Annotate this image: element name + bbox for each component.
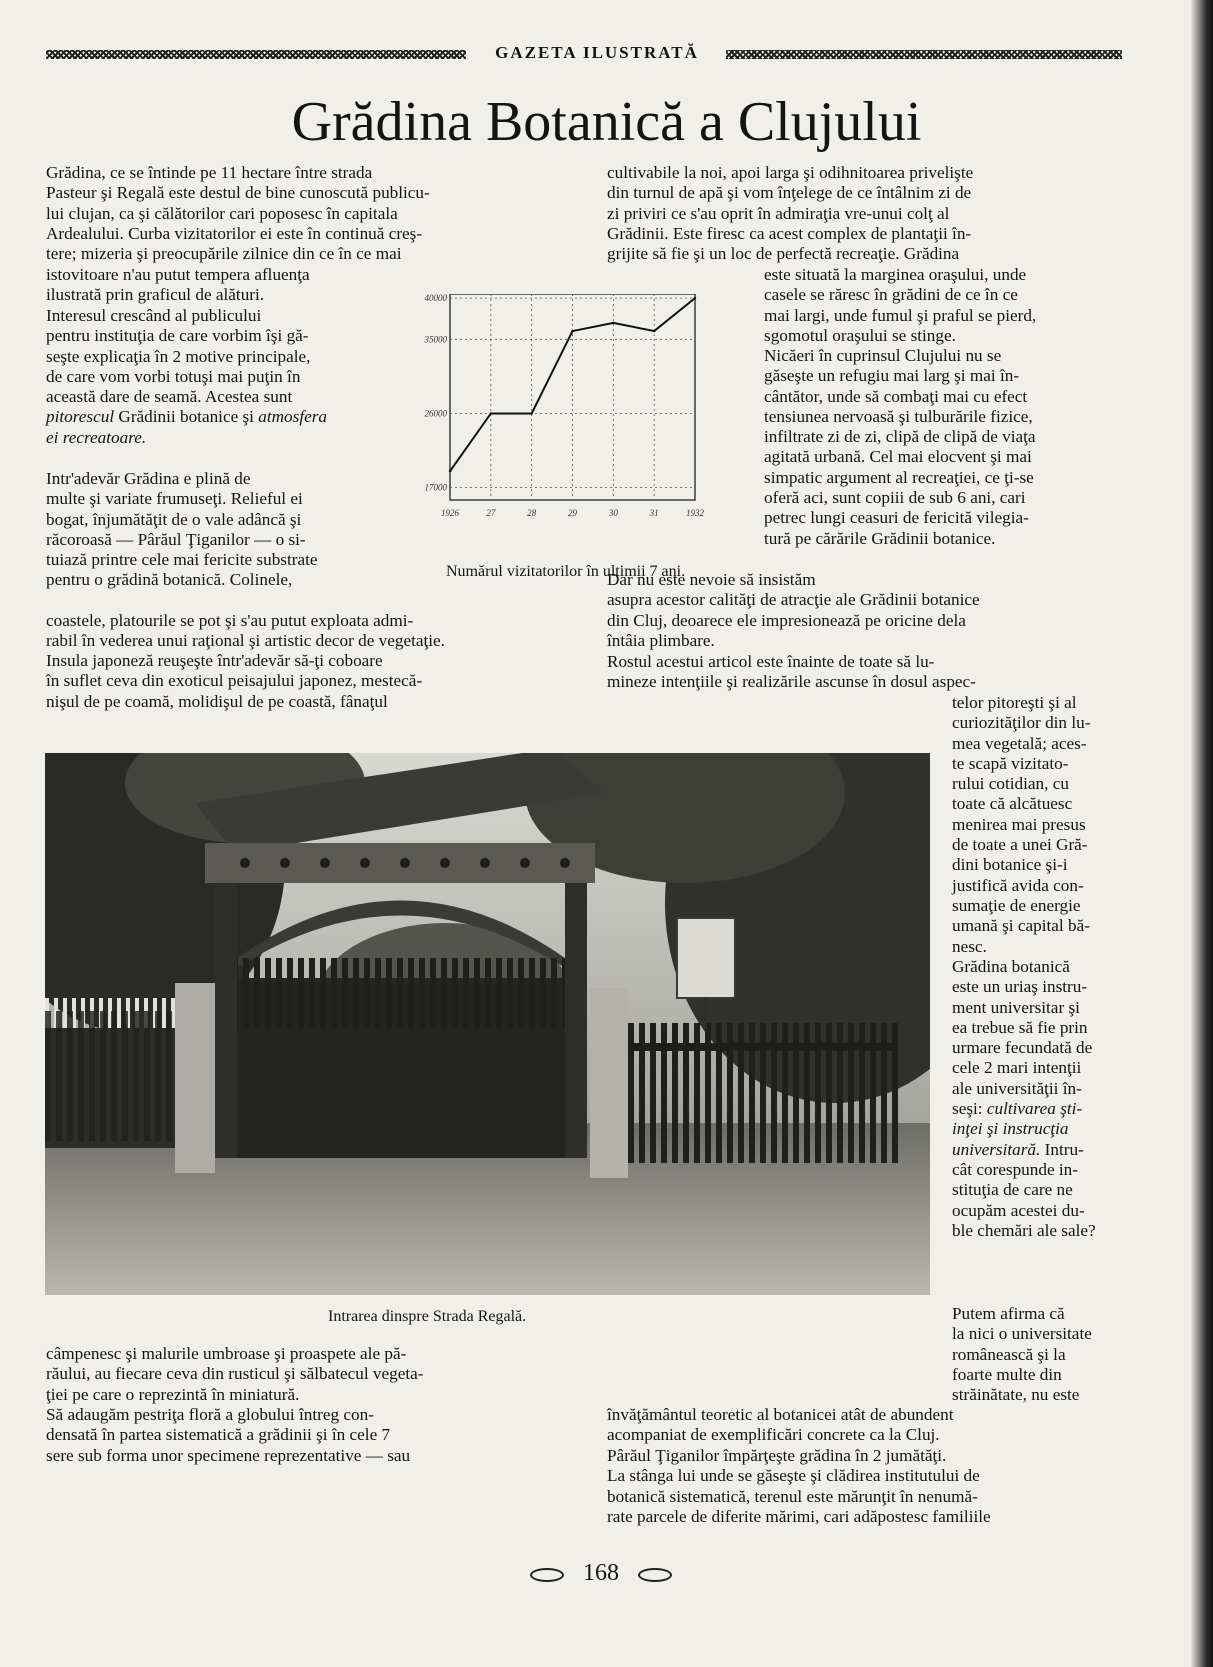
folio-ornament-left	[530, 1568, 564, 1582]
right-narrow-paragraph-3: Putem afirma că la nici o universitate românească şi la foarte multe din străinătate, nu este	[952, 1304, 1092, 1405]
x-tick-label: 27	[486, 508, 496, 518]
right-paragraph-4: Dar nu este nevoie să insistăm asupra acestor calităţi de atracţie ale Grădinii botanice din Cluj, deoarece ele impresionează pe oricine dela întâia plimbare.	[607, 570, 980, 650]
page-folio	[526, 1558, 676, 1588]
emphasis-recreatoare: ei recreatoare.	[46, 427, 147, 447]
left-paragraph-2: istovitoare n'au putut tempera afluenţa ilustrată prin graficul de alături.	[46, 265, 310, 305]
right-paragraph-3: Nicăeri în cuprinsul Clujului nu se găseşte un refugiu mai larg şi mai în- cântător, unde să combaţi mai cu efect tensiunea nervoasă şi tulburările fizice, infiltrate zi de zi, clipă de clipă de viaţa agitată urbană. Cel mai elocvent şi mai simpatic argument al recreaţiei, ce ţi-se oferă aci, sunt copiii de sub 6 ani, cari petrec lungi ceasuri de fericită vilegia- tură pe cărările Grădinii botanice.	[764, 346, 1036, 548]
right-paragraph-2: este situată la marginea oraşului, unde casele se răresc în grădini de ce în ce mai largi, unde fumul şi praful se pierd, sgomotul oraşului se stinge.	[764, 265, 1037, 345]
visitors-chart-svg	[420, 294, 750, 556]
x-tick-label: 28	[527, 508, 537, 518]
y-tick-label: 40000	[424, 294, 447, 304]
data-point	[530, 412, 532, 414]
y-tick-label: 17000	[424, 482, 447, 493]
emphasis-atmosfera: atmosfera	[258, 407, 328, 427]
left-paragraph-3-text: Interesul crescând al publicului pentru instituţia de care vorbim îşi gă- seşte explicaţia în 2 motive principale, de care vom vorbi totuşi mai puţin în această dare de seamă. Acestea sunt	[46, 306, 311, 407]
right-narrow-paragraph-2	[952, 957, 1141, 1241]
left-paragraph-5: coastele, platourile se pot şi s'au putut exploata admi- rabil în vederea unui raţional şi artistic decor de vegetaţie.	[46, 611, 445, 651]
data-point	[449, 470, 451, 472]
photo-caption: Intrarea dinspre Strada Regală.	[328, 1308, 527, 1325]
x-tick-label: 1926	[441, 508, 459, 518]
x-tick-label: 29	[568, 508, 577, 518]
right-paragraph-7: Pârăul Ţiganilor împărţeşte grădina în 2 jumătăţi. La stânga lui unde se găseşte şi clădirea institutului de botanică sistematică, terenul este mărunţit în nenumă- rate parcele de diferite mărimi, cari adăpostesc familiile	[607, 1446, 991, 1526]
emphasis-pitorescul: pitorescul	[46, 407, 115, 427]
visitors-chart	[420, 294, 750, 556]
running-header	[46, 42, 1122, 66]
x-tick-label: 31	[649, 508, 659, 518]
data-point	[612, 322, 614, 324]
header-ornament-left	[46, 50, 466, 59]
emphasis-cultivarea: cultivarea şti- inţei şi instrucţia universitară.	[952, 1099, 1083, 1159]
left-paragraph-6: Insula japoneză reuşeşte într'adevăr să-ţi coboare în suflet ceva din exoticul peisajului japonez, mestecă- nişul de pe coamă, molidişul de pe coastă, fânaţul	[46, 651, 423, 711]
y-tick-label: 26000	[424, 408, 447, 419]
bottom-left-paragraph-1: câmpenesc şi malurile umbroase şi proaspete ale pă- răului, au fiecare ceva din rusticul şi sălbatecul vegeta- ţiei pe care o reprezintă în miniatură.	[46, 1344, 424, 1404]
bottom-left-paragraph-2: Să adaugăm pestriţa floră a globului întreg con- densată în partea sistematică a grădinii şi în cele 7 sere sub forma unor specimene reprezentative — sau	[46, 1405, 411, 1465]
right-paragraph-1: cultivabile la noi, apoi larga şi odihnitoarea privelişte din turnul de apă şi vom înţelege de ce întâlnim zi de zi priviri ce s'au oprit în admiraţia vre-unui colţ al Grădinii. Este firesc ca acest complex de plantaţii în- grijite să fie şi un loc de perfectă recreaţie. Grădina	[607, 163, 974, 264]
data-point	[653, 330, 655, 332]
masthead: GAZETA ILUSTRATĂ	[495, 43, 699, 62]
article-title: Grădina Botanică a Clujului	[291, 91, 922, 153]
data-point	[571, 330, 573, 332]
header-ornament-right	[726, 50, 1122, 59]
gate-photo	[45, 753, 930, 1295]
page-number: 168	[583, 1560, 619, 1586]
x-tick-label: 30	[608, 508, 618, 518]
left-paragraph-3-text-b: Grădinii botanice şi	[114, 407, 259, 427]
left-paragraph-4: Intr'adevăr Grădina e plină de multe şi variate frumuseţi. Relieful ei bogat, înjumătăţit de o vale adâncă şi răcoroasă — Pârăul Ţiganilor — o si- tuiază printre cele mai fericite substrate pentru o grădină botanică. Colinele,	[46, 469, 318, 590]
right-paragraph-5: Rostul acestui articol este înainte de toate să lu- mineze intenţiile şi realizările ascunse în dosul aspec-	[607, 652, 976, 692]
left-paragraph-1: Grădina, ce se întinde pe 11 hectare între strada Pasteur şi Regală este destul de bine cunoscută publicu- lui clujan, ca şi călătorilor cari poposesc în capitala Ardealului. Curba vizitatorilor ei este în continuă creş- tere; mizeria şi preocupările zilnice din ce în ce mai	[46, 163, 430, 264]
right-narrow-paragraph-2-text: Grădina botanică este un uriaş instru- ment universitar şi ea trebue să fie prin urmare fecundată de cele 2 mari intenţii ale universităţii în- seşi:	[952, 957, 1093, 1119]
folio-ornament-right	[638, 1568, 672, 1582]
page-edge	[1191, 0, 1213, 1667]
y-tick-label: 35000	[424, 334, 447, 345]
chart-caption: Numărul vizitatorilor în ultimii 7 ani.	[446, 563, 686, 580]
right-paragraph-6: învăţământul teoretic al botanicei atât de abundent acompaniat de exemplificări concrete ca la Cluj.	[607, 1405, 954, 1445]
right-narrow-paragraph-1: telor pitoreşti şi al curiozităţilor din lu- mea vegetală; aces- te scapă vizitato- rului cotidian, cu toate că alcătuesc menirea mai presus de toate a unei Gră- dini botanice şi-i justifică avida con- sumaţie de energie umană şi capital bă- nesc.	[952, 693, 1091, 956]
left-paragraph-3	[46, 306, 413, 448]
gate-photo-illustration	[45, 753, 930, 1295]
data-point	[694, 297, 696, 299]
right-narrow-paragraph-2-text-b: Intru- cât corespunde in- stituţia de care ne ocupăm acestei du- ble chemări ale sale?	[952, 1139, 1096, 1240]
data-point	[490, 412, 492, 414]
x-tick-label: 1932	[686, 508, 704, 518]
